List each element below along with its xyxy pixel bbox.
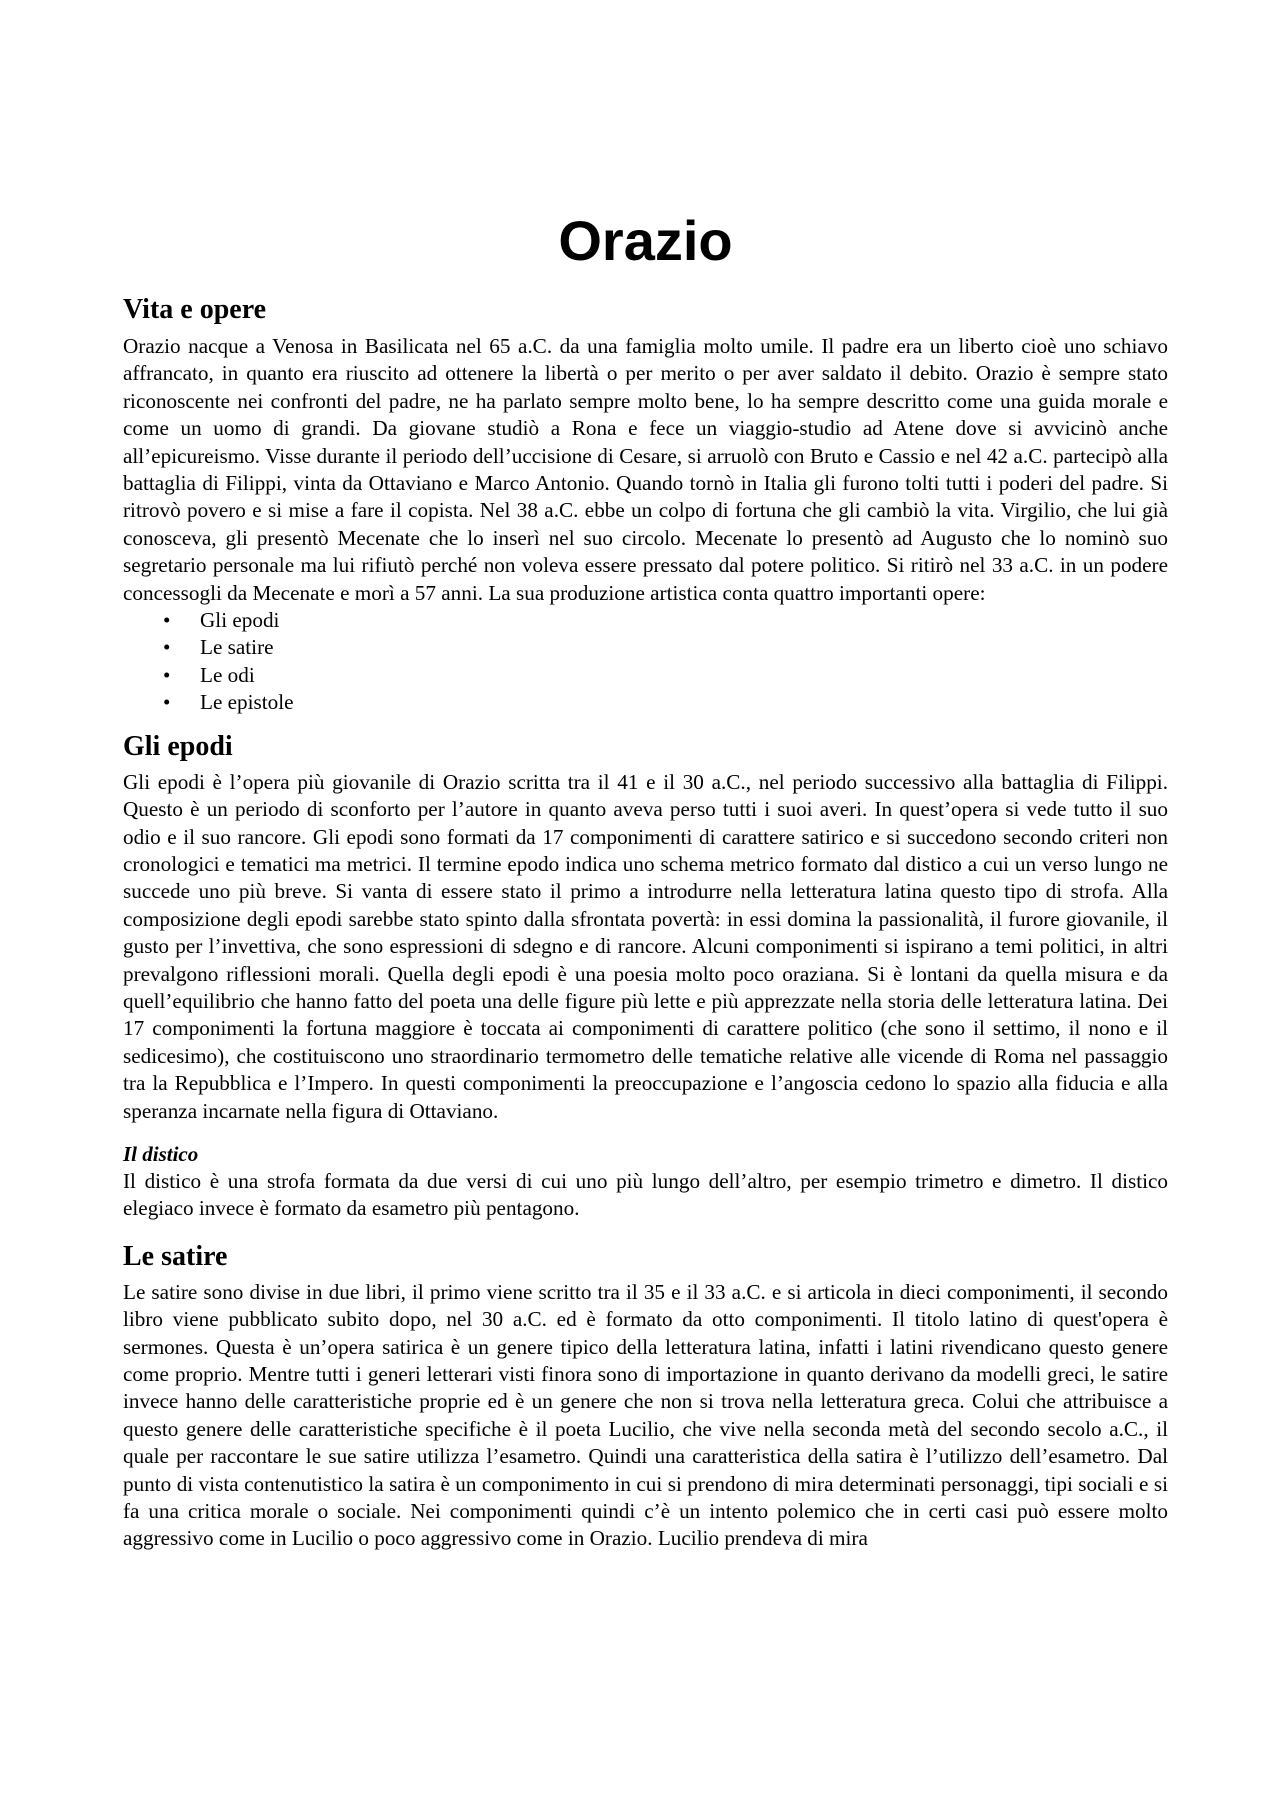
subsection-il-distico	[123, 1141, 1168, 1223]
list-item-label: Le epistole	[200, 690, 294, 715]
list-item	[123, 634, 1168, 661]
section-gli-epodi	[123, 730, 1168, 1223]
list-item	[123, 662, 1168, 689]
section-paragraph: Le satire sono divise in due libri, il primo viene scritto tra il 35 e il 33 a.C. e si articola in dieci componimenti, il secondo libro viene pubblicato subito dopo, nel 30 a.C. ed è formato da otto componimenti. Il titolo latino di quest'opera è sermones. Questa è un’opera satirica è un genere tipico della letteratura latina, infatti i latini rivendicano questo genere come proprio. Mentre tutti i generi letterari visti finora sono di importazione in quanto derivano da modelli greci, le satire invece hanno delle caratteristiche proprie ed è un genere che non si trova nella letteratura greca. Colui che attribuisce a questo genere delle caratteristiche specifiche è il poeta Lucilio, che vive nella seconda metà del secondo secolo a.C., il quale per raccontare le sue satire utilizza l’esametro. Quindi una caratteristica della satira è l’utilizzo dell’esametro. Dal punto di vista contenutistico la satira è un componimento in cui si prendono di mira determinati personaggi, tipi sociali e si fa una critica morale o sociale. Nei componimenti quindi c’è un intento polemico che in certi casi può essere molto aggressivo come in Lucilio o poco aggressivo come in Orazio. Lucilio prendeva di mira	[123, 1279, 1168, 1551]
bullet-icon: •	[163, 690, 171, 715]
section-heading: Gli epodi	[123, 730, 233, 762]
subsection-heading: Il distico	[123, 1141, 199, 1166]
subsection-paragraph: Il distico è una strofa formata da due versi di cui uno più lungo dell’altro, per esempio trimetro e dimetro. Il distico elegiaco invece è formato da esametro più pentagono.	[123, 1168, 1168, 1221]
list-item	[123, 607, 1168, 634]
list-item-label: Gli epodi	[200, 608, 280, 633]
section-le-satire	[123, 1240, 1168, 1553]
document-page	[123, 0, 1168, 1553]
section-vita-e-opere	[123, 293, 1168, 717]
section-heading: Vita e opere	[123, 294, 267, 325]
bullet-icon: •	[163, 662, 171, 687]
document-title: Orazio	[558, 209, 733, 272]
section-paragraph: Gli epodi è l’opera più giovanile di Orazio scritta tra il 41 e il 30 a.C., nel periodo successivo alla battaglia di Filippi. Questo è un periodo di sconforto per l’autore in quanto aveva perso tutti i suoi averi. In quest’opera si vede tutto il suo odio e il suo rancore. Gli epodi sono formati da 17 componimenti di carattere satirico e si succedono secondo criteri non cronologici e tematici ma metrici. Il termine epodo indica uno schema metrico formato dal distico a cui un verso lungo ne succede uno più breve. Si vanta di essere stato il primo a introdurre nella letteratura latina questo tipo di strofa. Alla composizione degli epodi sarebbe stato spinto dalla sfrontata povertà: in essi domina la passionalità, il furore giovanile, il gusto per l’invettiva, che sono espressioni di sdegno e di rancore. Alcuni componimenti si ispirano a temi politici, in altri prevalgono riflessioni morali. Quella degli epodi è una poesia molto poco oraziana. Si è lontani da quella misura e da quell’equilibrio che hanno fatto del poeta una delle figure più lette e più apprezzate nella storia delle letteratura latina. Dei 17 componimenti la fortuna maggiore è toccata ai componimenti di carattere politico (che sono il settimo, il nono e il sedicesimo), che costituiscono uno straordinario termometro delle tematiche relative alle vicende di Roma nel passaggio tra la Repubblica e l’Impero. In questi componimenti la preoccupazione e l’angoscia cedono lo spazio alla fiducia e alla speranza incarnate nella figura di Ottaviano.	[123, 769, 1168, 1123]
list-item-label: Le satire	[200, 635, 274, 660]
section-paragraph: Orazio nacque a Venosa in Basilicata nel 65 a.C. da una famiglia molto umile. Il padre era un liberto cioè uno schiavo affrancato, in quanto era riuscito ad ottenere la libertà o per merito o per aver saldato il debito. Orazio è sempre stato riconoscente nei confronti del padre, ne ha parlato sempre molto bene, lo ha sempre descritto come una guida morale e come un uomo di grandi. Da giovane studiò a Rona e fece un viaggio-studio ad Atene dove si avvicinò anche all’epicureismo. Visse durante il periodo dell’uccisione di Cesare, si arruolò con Bruto e Cassio e nel 42 a.C. partecipò alla battaglia di Filippi, vinta da Ottaviano e Marco Antonio. Quando tornò in Italia gli furono tolti tutti i poderi del padre. Si ritrovò povero e si mise a fare il copista. Nel 38 a.C. ebbe un colpo di fortuna che gli cambiò la vita. Virgilio, che lui già conosceva, gli presentò Mecenate che lo inserì nel suo circolo. Mecenate lo presentò ad Augusto che lo nominò suo segretario personale ma lui rifiutò perché non voleva essere pressato dal potere politico. Si ritirò nel 33 a.C. in un podere concessogli da Mecenate e morì a 57 anni. La sua produzione artistica conta quattro importanti opere:	[123, 334, 1168, 605]
works-list	[123, 607, 1168, 717]
bullet-icon: •	[163, 635, 171, 660]
list-item-label: Le odi	[200, 662, 255, 687]
section-heading: Le satire	[123, 1240, 228, 1272]
list-item	[123, 689, 1168, 716]
bullet-icon: •	[163, 608, 171, 633]
